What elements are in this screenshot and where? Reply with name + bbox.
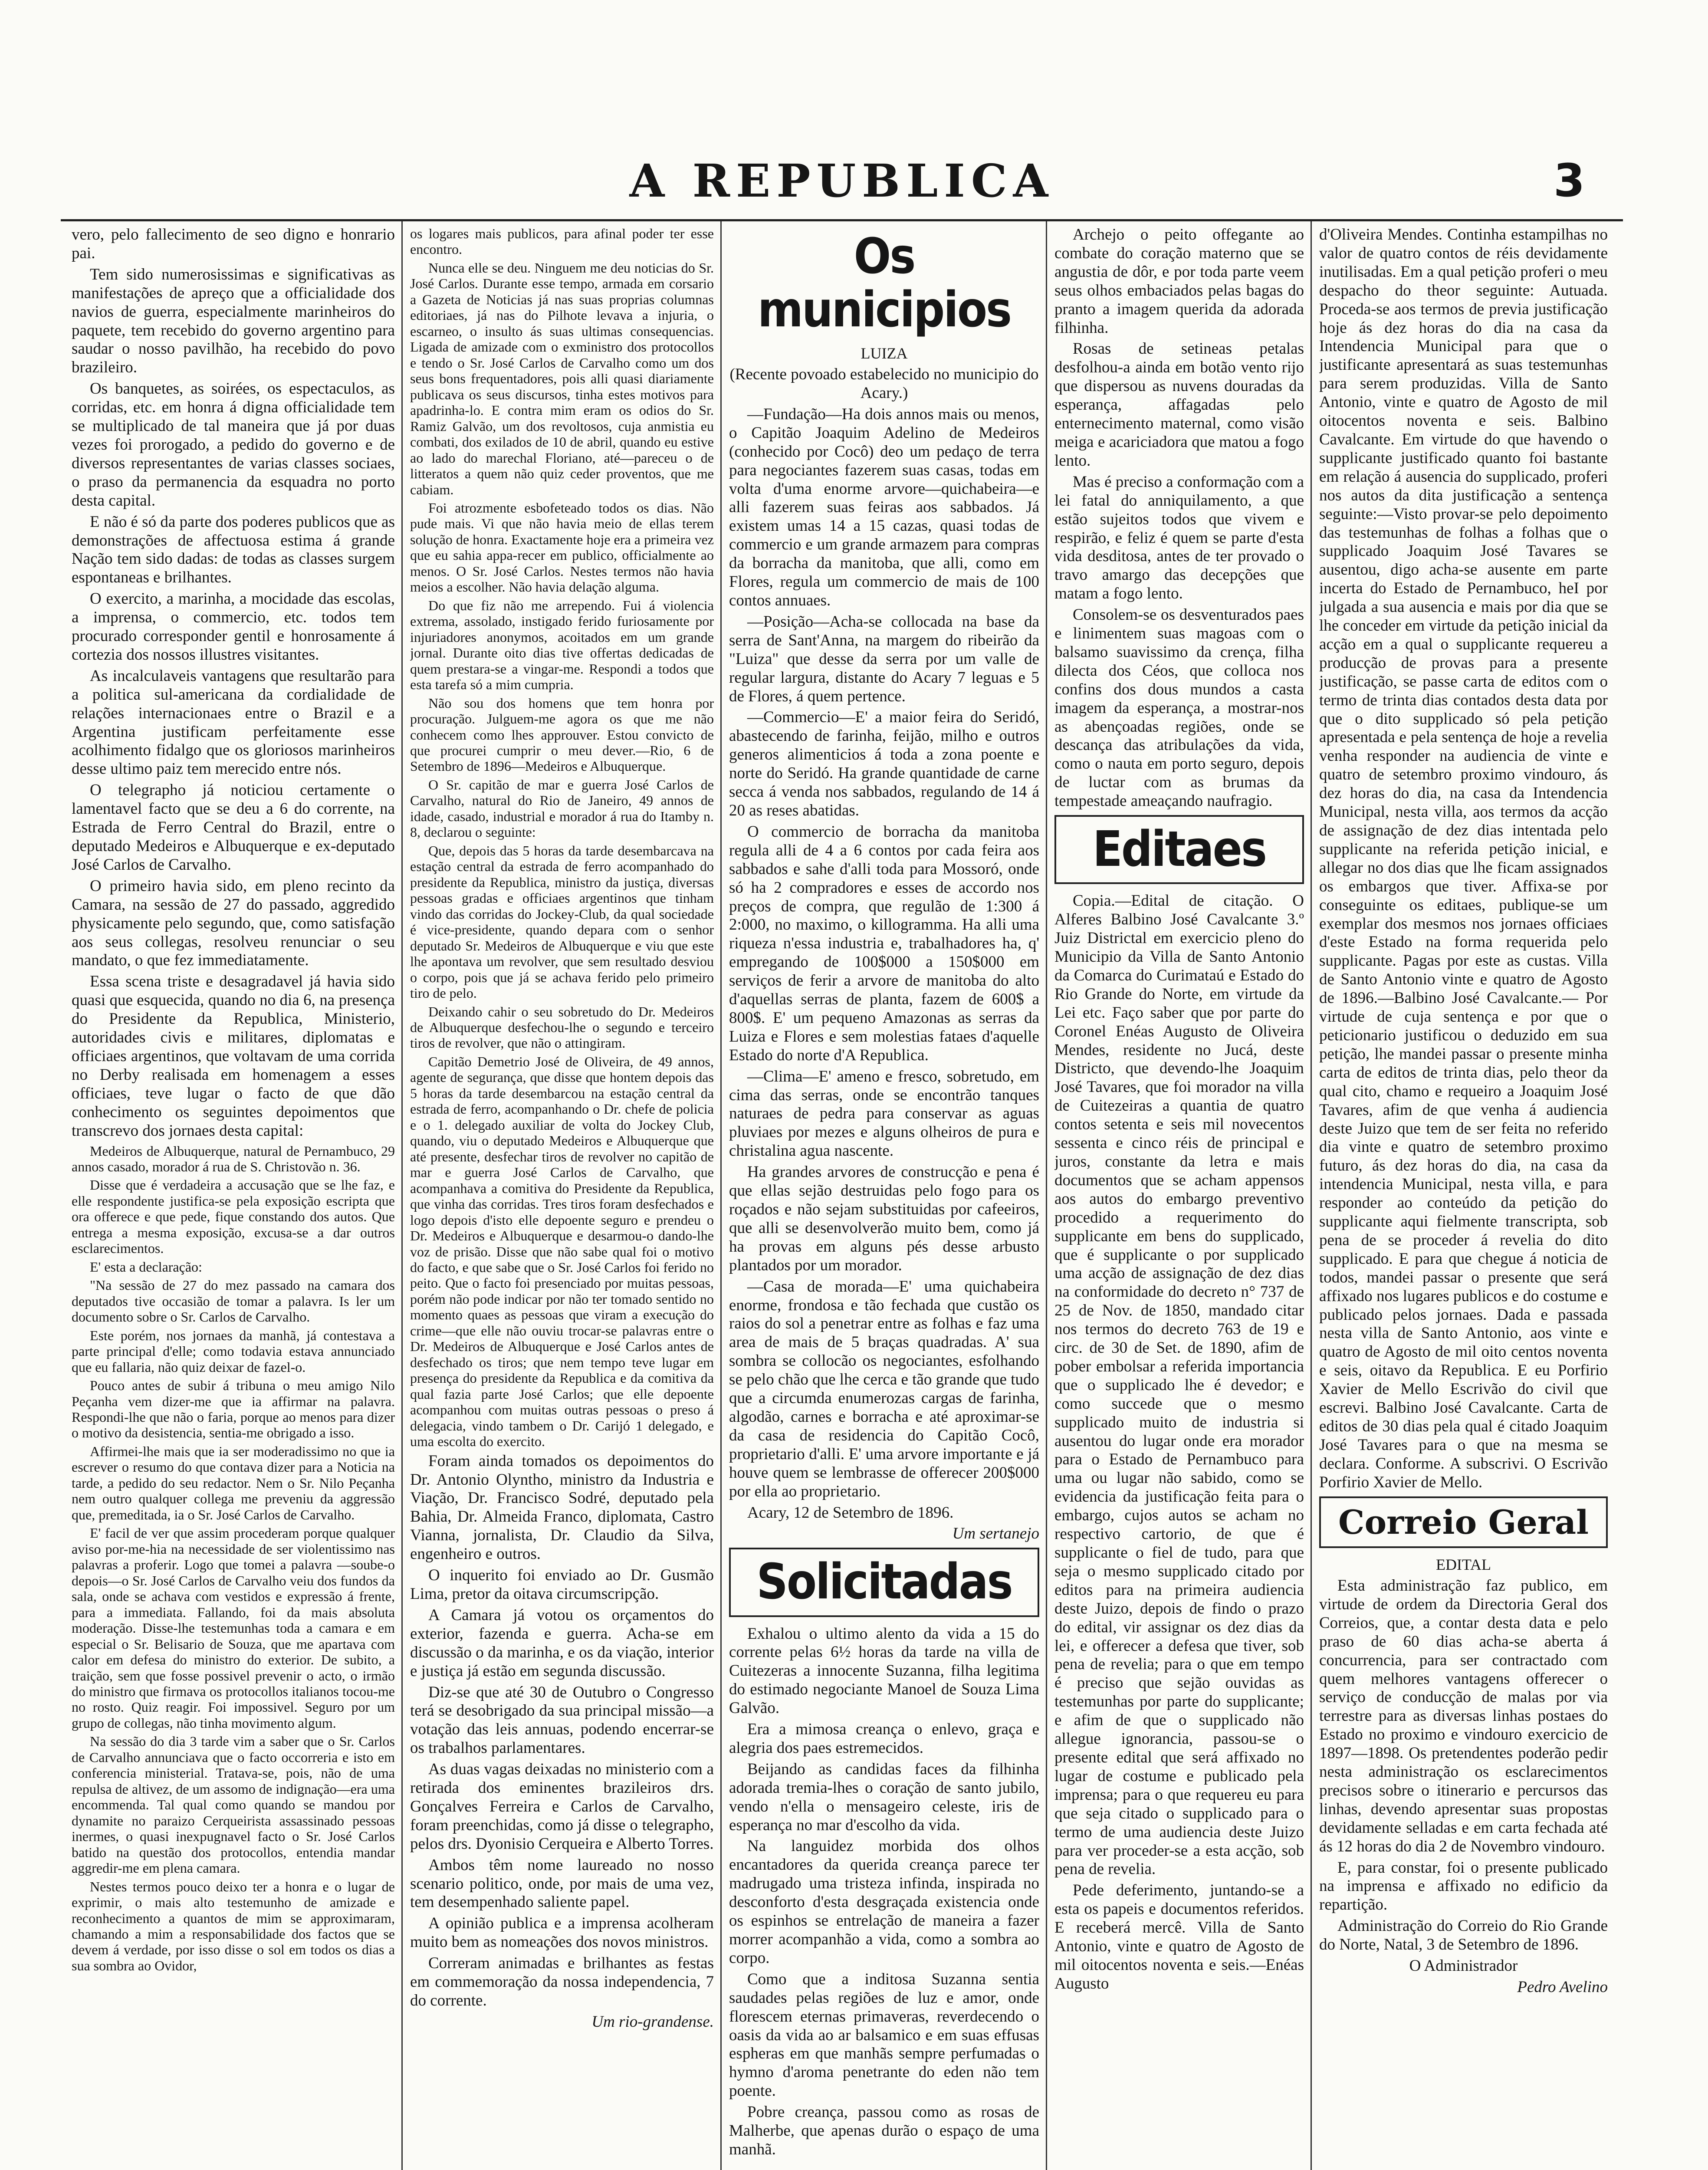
column-3 <box>729 226 1039 2170</box>
paragraph: Não sou dos homens que tem honra por procuração. Julguem-me agora os que me não conhecem como lhes approuver. Estou convicto de que procurei cumprir o meu dever.—Rio, 6 de Setembro de 1896—Medeiros e Albuquerque. <box>410 695 714 774</box>
paragraph: vero, pelo fallecimento de seo digno e honrario pai. <box>72 226 395 262</box>
signature: Um rio-grandense. <box>591 2012 714 2031</box>
paragraph: Essa scena triste e desagradavel já havia sido quasi que esquecida, quando no dia 6, na presença do Presidente da Republica, Ministerio, autoridades civis e militares, diplomatas e officiaes argentinos, que voltavam de uma corrida no Derby realisada em homenagem a esses officiaes, teve lugar o facto de que dão conhecimento os seguintes depoimentos que transcrevo dos jornaes desta capital: <box>72 973 395 1140</box>
paragraph: Beijando as candidas faces da filhinha adorada tremia-lhes o coração de santo jubilo, vendo n'ella o mensageiro celeste, iris de esperança no mar d'escolho da vida. <box>729 1760 1039 1834</box>
section-heading-solicitadas: Solicitadas <box>729 1548 1039 1617</box>
column-1 <box>72 226 395 2170</box>
paragraph: —Clima—E' ameno e fresco, sobretudo, em cima das serras, onde se encontrão tanques naturaes de pedra para conservar as aguas pluviaes por mezes e alguns olheiros de pura e christalina agua nascente. <box>729 1067 1039 1160</box>
paragraph: —Casa de morada—E' uma quichabeira enorme, frondosa e tão fechada que custão os raios do sol a penetrar entre as folhas e faz uma area de mais de 5 braças quadradas. A' sua sombra se collocão os negociantes, esfolhando se pelo chão que lhe cerca e tão grande que tudo que a circumda enumerozas cargas de farinha, algodão, carnes e borracha e até aproximar-se da casa de residencia do Capitão Cocô, proprietario d'alli. E' uma arvore importante e já houve quem se lembrasse de offerecer 200$000 por ella ao proprietario. <box>729 1277 1039 1500</box>
paragraph: O Administrador <box>1409 1957 1518 1975</box>
paragraph: Nestes termos pouco deixo ter a honra e o lugar de exprimir, o mais alto testemunho de amizade e reconhecimento a quantos de mim se approximaram, chamando a mim a responsabilidade dos factos que se devem á verdade, por isso disse o sol em todos os dias a sua sombra ao Ovidor, <box>72 1878 395 1973</box>
dateline: Acary, 12 de Setembro de 1896. <box>747 1503 954 1522</box>
paragraph: E' esta a declaração: <box>90 1259 202 1275</box>
paragraph: —Fundação—Ha dois annos mais ou menos, o Capitão Joaquim Adelino de Medeiros (conhecido por Cocô) deo um pedaço de terra para negociantes fazerem suas casas, todas em volta d'uma enorme arvore—quichabeira—e alli fazerem suas feiras aos sabbados. Já existem umas 14 a 15 cazas, quasi todas de commercio e um grande armazem para compras da borracha da manitoba, que alli, como em Flores, regula um commercio de mais de 100 contos annuaes. <box>729 405 1039 609</box>
paragraph: Era a mimosa creança o enlevo, graça e alegria dos paes estremecidos. <box>729 1720 1039 1757</box>
paragraph: Ambos têm nome laureado no nosso scenario politico, onde, por mais de uma vez, tem desempenhado saliente papel. <box>410 1856 714 1911</box>
paragraph: Do que fiz não me arrependo. Fui á violencia extrema, assolado, instigado ferido furiosamente por injuriadores anonymos, acoitados em um grande jornal. Durante oito dias tive offertas dedicadas de quem prestara-se a vingar-me. Respondi a todos que esta tarefa só a mim cumpria. <box>410 597 714 693</box>
paragraph: Foi atrozmente esbofeteado todos os dias. Não pude mais. Vi que não havia meio de ellas terem solução de honra. Exactamente hoje era a primeira vez que eu sahia appa-recer em publico, officialmente ao menos. O Sr. José Carlos. Nestes termos não havia meios a escolher. Não havia delação alguma. <box>410 500 714 595</box>
subheading: EDITAL <box>1435 1556 1491 1574</box>
paragraph: os logares mais publicos, para afinal poder ter esse encontro. <box>410 226 714 257</box>
column-4 <box>1054 226 1304 2170</box>
paragraph: Administração do Correio do Rio Grande do Norte, Natal, 3 de Setembro de 1896. <box>1319 1917 1608 1954</box>
paragraph: Na sessão do dia 3 tarde vim a saber que o Sr. Carlos de Carvalho annunciava que o facto occorreria e isto em conferencia ministerial. Tratava-se, pois, não de uma repulsa de altivez, de um assomo de indignação—era uma encommenda. Tal qual como quando se mandou por dynamite no paraizo Cerqueirista assassinado pessoas inermes, o quasi inexpugnavel facto o Sr. José Carlos batido na questão dos protocollos, entendia mandar aggredir-me em plena camara. <box>72 1733 395 1876</box>
paragraph: E' facil de ver que assim procederam porque qualquer aviso por-me-hia na necessidade de ser violentissimo nas palavras a proferir. Logo que tomei a palavra —soube-o depois—o Sr. José Carlos de Carvalho veiu dos fundos da sala, onde se achava com vestidos e expressão á frente, para a immediata. Fallando, foi da mais absoluta moderação. Disse-lhe testemunhas toda a camara e em especial o Sr. Belisario de Souza, que me apartava com calor em defesa do ministro do exterior. De subito, a traição, sem que fosse possivel prevenir o acto, o irmão do ministro que firmava os protocollos italianos tocou-me no rosto. Quiz reagir. Foi impossivel. Seguro por um grupo de collegas, não tinha movimento algum. <box>72 1525 395 1731</box>
paragraph: Correram animadas e brilhantes as festas em commemoração da nossa independencia, 7 do corrente. <box>410 1954 714 2009</box>
paragraph: Capitão Demetrio José de Oliveira, de 49 annos, agente de segurança, que disse que hontem depois das 5 horas da tarde desembarcou na estação central da estrada de ferro, acompanhando o Dr. chefe de policia e o 1. delegado auxiliar de volta do Jockey Club, quando, viu o deputado Medeiros e Albuquerque que até presente, desfechar tiros de revolver no capitão de mar e guerra José Carlos de Carvalho, que acompanhava a comitiva do Presidente da Republica, que vinha das corridas. Tres tiros foram desfechados e logo depois d'isto elle depoente seguro e prendeu o Dr. Medeiros e Albuquerque e desarmou-o dando-lhe voz de prisão. Disse que não sabe qual foi o motivo do facto, e que sabe que o Sr. José Carlos foi ferido no peito. Que o facto foi presenciado por muitas pessoas, porém não pode indicar por não ter tomado sentido no momento quaes as pessoas que viram a execução do crime—que elle não ouviu trocar-se palavras entre o Dr. Medeiros de Albuquerque e José Carlos antes de desfechado os tiros; que nem tempo teve lugar em presença do presidente da Republica e da comitiva da qual fazia parte José Carlos; que elle depoente acompanhou com muitas outras pessoas o preso á delegacia, vindo tambem o Dr. Carijó 1 delegado, e uma escolta do exercito. <box>410 1053 714 1450</box>
section-heading-municipios: Os municipios <box>757 228 1011 339</box>
signature: Um sertanejo <box>952 1525 1039 1543</box>
paragraph: Foram ainda tomados os depoimentos do Dr. Antonio Olyntho, ministro da Industria e Viação, Dr. Francisco Sodré, deputado pela Bahia, Dr. Almeida Franco, diplomata, Castro Vianna, jornalista, Dr. Claudio da Silva, engenheiro e outros. <box>410 1452 714 1563</box>
paragraph: O inquerito foi enviado ao Dr. Gusmão Lima, pretor da oitava circumscripção. <box>410 1566 714 1603</box>
paragraph: Deixando cahir o seu sobretudo do Dr. Medeiros de Albuquerque desfechou-lhe o segundo e terceiro tiros de revolver, que não o attingiram. <box>410 1003 714 1051</box>
paragraph: (Recente povoado estabelecido no municipio do Acary.) <box>729 365 1039 402</box>
subheading: LUIZA <box>861 345 908 362</box>
paragraph: Pouco antes de subir á tribuna o meu amigo Nilo Peçanha vem dizer-me que ia affirmar na palavra. Respondi-lhe que não o faria, porque ao menos para dizer o motivo da desistencia, sentia-me obrigado a isso. <box>72 1378 395 1441</box>
paragraph: Como que a inditosa Suzanna sentia saudades pelas regiões de luz e amor, onde florescem eternas primaveras, reverdecendo o oasis da vida ao ar balsamico e em suas effusas espheras em que manhãs sempre perfumadas o hymno d'aroma penetrante do eden não tem poente. <box>729 1970 1039 2100</box>
paragraph: A Camara já votou os orçamentos do exterior, fazenda e guerra. Acha-se em discussão o da marinha, e os da viação, interior e justiça já estão em segunda discussão. <box>410 1606 714 1680</box>
column-divider <box>1311 221 1312 2170</box>
paragraph: A opinião publica e a imprensa acolheram muito bem as nomeações dos novos ministros. <box>410 1914 714 1951</box>
column-divider <box>720 221 722 2170</box>
paragraph: Consolem-se os desventurados paes e linimentem suas magoas com o balsamo suavissimo da crença, filha dilecta dos Céos, que colloca nos confins dos dous mundos a casta imagem da esperança, a mostrar-nos as abençoadas regiões, onde se descança das atribulações da vida, como o nauta em porto seguro, depois de luctar com as brumas da tempestade ameaçando naufragio. <box>1054 606 1304 810</box>
paragraph: "Na sessão de 27 do mez passado na camara dos deputados tive occasião de tomar a palavra. Is ler um documento sobre o Sr. Carlos de Carvalho. <box>72 1277 395 1325</box>
section-heading-editaes: Editaes <box>1054 815 1304 884</box>
paragraph: d'Oliveira Mendes. Continha estampilhas no valor de quatro contos de réis devidamente inutilisadas. Em a qual petição proferi o meu despacho do theor seguinte: Autuada. Proceda-se aos termos de previa justificação hoje ás dez horas do dia na casa da Intendencia Municipal para que o justificante apresentará as suas testemunhas para serem produzidas. Villa de Santo Antonio, vinte e quatro de Agosto de mil oitocentos noventa e seis. Balbino Cavalcante. Em virtude do que havendo o supplicante justificado quanto foi bastante em relação á ausencia do supplicado, proferi nos autos da dita justificação a sentença seguinte:—Visto provar-se pelo depoimento das testemunhas de folhas a folhas que o supplicado Joaquim José Tavares se ausentou, digo acha-se ausente em parte incerta do Estado de Pernambuco, heI por julgada a sua ausencia e mais por dia que se lhe conceder em virtude da petição inicial da acção em a qual o supplicante requereu a producção de provas para a presente justificação, se passe carta de editos com o termo de trinta dias contados desta data por que o dito supplicado só pela petição apresentada e pela sentença de hoje a revelia venha responder na audiencia de vinte e quatro de setembro proximo vindouro, ás dez horas do dia, na casa da Intendencia Municipal, nesta villa, aos termos da acção de assignação de dez dias intentada pelo supplicante na referida petição inicial, e allegar no dos dias que lhe ficam assignados os embargos que tiver. Affixa-se por conseguinte os editaes, publique-se um exemplar dos mesmos nos jornaes officiaes d'este Estado na forma requerida pelo supplicante. Pagas por este as custas. Villa de Santo Antonio vinte e quatro de Agosto de 1896.—Balbino José Cavalcante.— Por virtude de cuja sentença e por que o peticionario justificou o deduzido em sua petição, lhe mandei passar o presente minha carta de editos de trinta dias, pelo theor da qual cito, chamo e requeiro a Joaquim José Tavares, afim de que venha á audiencia deste Juizo que tem de ser feita no referido dia vinte e quatro de setembro proximo futuro, ás dez horas do dia, na casa da intendencia Municipal, nesta villa, e para responder ao conteúdo da petição do supplicante aqui fielmente transcripta, sob pena de se proceder á revelia do dito supplicado. E para que chegue á noticia de todos, mandei passar o presente que será affixado nos lugares publicos e do costume e publicado pelos jornaes. Dada e passada nesta villa de Santo Antonio, aos vinte e quatro de Agosto de mil oito centos noventa e seis, oitavo da Republica. E eu Porfirio Xavier de Mello Escrivão do civil que escrevi. Balbino José Cavalcante. Carta de editos de 30 dias pela qual é citado Joaquim José Tavares para o que na mesma se declara. Conforme. A subscrivi. O Escrivão Porfirio Xavier de Mello. <box>1319 226 1608 1491</box>
paragraph: Pede deferimento, juntando-se a esta os papeis e documentos referidos. E receberá mercê. Villa de Santo Antonio, vinte e quatro de Agosto de mil oitocentos noventa e seis.—Enéas Augusto <box>1054 1881 1304 1992</box>
paragraph: O commercio de borracha da manitoba regula alli de 4 a 6 contos por cada feira aos sabbados e sahe d'alli toda para Mossoró, onde só ha 2 compradores e esses de accordo nos preços de compra, que regulão de 1:300 á 2:000, no maximo, o killogramma. Ha alli uma riqueza n'essa industria e, trabalhadores ha, q' empregando de 100$000 a 150$000 em serviços de ferir a arvore de manitoba do alto d'aquellas serras de planta, fazem de 600$ a 800$. E' um pequeno Amazonas as serras da Luiza e Flores e sem molestias fataes d'aquelle Estado do norte d'A Republica. <box>729 822 1039 1064</box>
masthead-rule <box>61 219 1623 221</box>
paragraph: Rosas de setineas petalas desfolhou-a ainda em botão vento rijo que dispersou as nuvens douradas da esperança, affagadas pelo enternecimento maternal, como visão meiga e acariciadora que matou a fogo lento. <box>1054 340 1304 470</box>
paragraph: O telegrapho já noticiou certamente o lamentavel facto que se deu a 6 do corrente, na Estrada de Ferro Central do Brazil, entre o deputado Medeiros e Albuquerque e ex-deputado José Carlos de Carvalho. <box>72 781 395 874</box>
paragraph: Ha grandes arvores de construcção e pena é que ellas sejão destruidas pelo fogo para os roçados e não sejam substituidas por cafeeiros, que alli se desenvolverão muito bem, como já ha provas em alguns pés desse arbusto plantados por um morador. <box>729 1163 1039 1274</box>
paragraph: Tem sido numerosissimas e significativas as manifestações de apreço que a officialidade dos navios de guerra, especialmente marinheiros do paquete, tem recebido do governo argentino para saudar o nosso pavilhão, ha recebido do povo brazileiro. <box>72 265 395 377</box>
paragraph: Este porém, nos jornaes da manhã, já contestava a parte principal d'elle; como todavia estava annunciado que eu fallaria, não quiz deixar de fazel-o. <box>72 1327 395 1375</box>
paragraph: Que, depois das 5 horas da tarde desembarcava na estação central da estrada de ferro acompanhado do presidente da Republica, ministro da justiça, diversas pessoas gradas e officiaes argentinos que tinham vindo das corridas do Jockey-Club, da qual sociedade é vice-presidente, quando depara com o senhor deputado Sr. Medeiros de Albuquerque e viu que este lhe apontava um revolver, que sem resultado desviou o corpo, pois que já se achava ferido pelo primeiro tiro de pelo. <box>410 842 714 1001</box>
column-divider <box>401 221 403 2170</box>
paragraph: Diz-se que até 30 de Outubro o Congresso terá se desobrigado da sua principal missão—a votação das leis annuas, podendo encerrar-se os trabalhos parlamentares. <box>410 1683 714 1757</box>
signature: Pedro Avelino <box>1517 1978 1608 1996</box>
paragraph: O exercito, a marinha, a mocidade das escolas, a imprensa, o commercio, etc. todos tem procurado corresponder gentil e honrosamente á cortezia dos nossos illustres visitantes. <box>72 590 395 664</box>
paragraph: O primeiro havia sido, em pleno recinto da Camara, na sessão de 27 do passado, aggredido physicamente pelo segundo, que, como satisfação aos seus collegas, resolveu renunciar o seu mandato, o que fez immediatamente. <box>72 877 395 970</box>
paragraph: Pobre creança, passou como as rosas de Malherbe, que apenas durão o espaço de uma manhã. <box>729 2103 1039 2158</box>
paragraph: Nunca elle se deu. Ninguem me deu noticias do Sr. José Carlos. Durante esse tempo, armada em corsario a Gazeta de Noticias já nas suas proprias columnas editoriaes, já nas do Pilhote levava a injuria, o escarneo, o insulto ás suas ultimas consequencias. Ligada de amizade com o exministro dos protocollos e tendo o Sr. José Carlos de Carvalho como um dos seus bons frequentadores, pois alli quasi diariamente publicava os seus discursos, tinha estes motivos para apadrinha-lo. E contra mim eram os odios do Sr. Ramiz Galvão, um dos revoltosos, cuja anmistia eu combati, dos exilados de 10 de abril, quando eu estive ao lado do marechal Floriano, até—pareceu o de litteratos a quem não quiz ceder proventos, que me cabiam. <box>410 260 714 497</box>
paragraph: E, para constar, foi o presente publicado na imprensa e affixado no edificio da repartição. <box>1319 1858 1608 1914</box>
paragraph: —Posição—Acha-se collocada na base da serra de Sant'Anna, na margem do ribeirão da "Luiza" que desse da serra por um valle de regular largura, distante do Acary 7 leguas e 5 de Flores, á quem pertence. <box>729 612 1039 705</box>
section-heading-correio-geral: Correio Geral <box>1319 1496 1608 1549</box>
paragraph: Archejo o peito offegante ao combate do coração materno que se angustia de dôr, e por toda parte veem seus olhos embaciados pelas bagas do pranto a imagem querida da adorada filhinha. <box>1054 226 1304 337</box>
page-number: 3 <box>1554 154 1585 207</box>
column-5 <box>1319 226 1608 2170</box>
paragraph: Copia.—Edital de citação. O Alferes Balbino José Cavalcante 3.º Juiz Districtal em exercicio pleno do Municipio da Villa de Santo Antonio da Comarca do Curimataú e Estado do Rio Grande do Norte, em virtude da Lei etc. Faço saber que por parte do Coronel Enéas Augusto de Oliveira Mendes, residente no Jucá, deste Districto, que devendo-lhe Joaquim José Tavares, que foi morador na villa de Cuitezeiras a quantia de quatro contos setenta e seis mil novecentos sessenta e cinco réis de principal e juros, constante da letra e mais documentos que se acham appensos aos autos do embargo preventivo procedido a requerimento do supplicante em bens do supplicado, que é supplicante o por supplicado uma acção de assignação de dez dias na conformidade do decreto n° 737 de 25 de Nov. de 1850, mandado citar nos termos do decreto 763 de 19 e circ. de 30 de Set. de 1890, afim de pober embolsar a referida importancia que o supplicado lhe é devedor; e como succede que o mesmo supplicado muito de industria si ausentou do lugar onde era morador para o Estado de Pernambuco para uma ou lugar não sabido, como se evidencia da justificação feita para o embargo, cujos autos se acham no respectivo cartorio, de que é supplicante o fiel de tudo, para que seja o mesmo supplicado citado por editos para na primeira audiencia deste Juizo, depois de findo o prazo do edital, vir assignar os dez dias da lei, e offerecer a defesa que tiver, sob pena de revelia; para o que em tempo é preciso que sejão ouvidas as testemunhas por parte do supplicante; e afim de que o supplicado não allegue ignorancia, passou-se o presente edital que será affixado no lugar de costume e publicado pela imprensa; para o que requereu eu para que seja citado o supplicado para o termo de uma audiencia deste Juizo para ver proceder-se a esta acção, sob pena de revelia. <box>1054 892 1304 1878</box>
paragraph: Exhalou o ultimo alento da vida a 15 do corrente pelas 6½ horas da tarde na villa de Cuitezeras a innocente Suzanna, filha legitima do estimado negociante Manoel de Souza Lima Galvão. <box>729 1624 1039 1717</box>
paragraph: Esta administração faz publico, em virtude de ordem da Directoria Geral dos Correios, que, a contar desta data e pelo praso de 60 dias acha-se aberta á concurrencia, para ser contractado com quem melhores vantagens offerecer o serviço de conducção de malas por via terrestre para as diversas linhas postaes do Estado no proximo e vindouro exercicio de 1897—1898. Os pretendentes poderão pedir nesta administração os esclarecimentos precisos sobre o itinerario e percursos das linhas, devendo apresentar suas propostas devidamente selladas e em carta fechada até ás 12 horas do dia 2 de Novembro vindouro. <box>1319 1576 1608 1855</box>
paragraph: Os banquetes, as soirées, os espectaculos, as corridas, etc. em honra á digna officialidade tem se multiplicado de tal maneira que já por duas vezes foi prorogado, a pedido do governo e de diversos representantes de varias classes sociaes, o praso da permanencia da esquadra no porto desta capital. <box>72 380 395 510</box>
masthead-title: A REPUBLICA <box>629 154 1054 207</box>
paragraph: E não é só da parte dos poderes publicos que as demonstrações de affectuosa estima á grande Nação tem sido dadas: de todas as classes surgem espontaneas e brilhantes. <box>72 513 395 587</box>
paragraph: Na languidez morbida dos olhos encantadores da querida creança parece ter madrugado uma tristeza infinda, inspirada no desconforto d'esta desgraçada existencia onde os espinhos se entrelação de maneira a fazer morrer acompanhão a vida, como a sombra ao corpo. <box>729 1837 1039 1967</box>
column-2 <box>410 226 714 2170</box>
paragraph: Medeiros de Albuquerque, natural de Pernambuco, 29 annos casado, morador á rua de S. Christovão n. 36. <box>72 1143 395 1174</box>
paragraph: —Commercio—E' a maior feira do Seridó, abastecendo de farinha, feijão, milho e outros generos alimenticios á toda a zona poente e norte do Seridó. Ha grande quantidade de carne secca á venda nos sabbados, regulando de 14 á 20 as reses abatidas. <box>729 708 1039 819</box>
paragraph: Mas é preciso a conformação com a lei fatal do anniquilamento, a que estão sujeitos todos que vivem e respirão, e feliz é quem se parte d'esta vida desditosa, antes de ter provado o travo amargo das decepções que matam a fogo lento. <box>1054 473 1304 603</box>
paragraph: As incalculaveis vantagens que resultarão para a politica sul-americana da cordialidade de relações internacionaes entre o Brazil e a Argentina justificam perfeitamente esse acolhimento fidalgo que os gloriosos marinheiros desse ultimo paiz tem merecido entre nós. <box>72 667 395 778</box>
column-divider <box>1046 221 1047 2170</box>
paragraph: Affirmei-lhe mais que ia ser moderadissimo no que ia escrever o resumo do que contava dizer para a Noticia na tarde, a pedido do seu redactor. Nem o Sr. Nilo Peçanha nem outro qualquer collega me preveniu da aggressão que, premeditada, ia o Sr. José Carlos de Carvalho. <box>72 1443 395 1522</box>
paragraph: Disse que é verdadeira a accusação que se lhe faz, e elle respondente justifica-se pela exposição escripta que ora offerece e que pede, fique constando dos autos. Que entrega a mesma exposição, excusa-se a dar outros esclarecimentos. <box>72 1177 395 1256</box>
paragraph: As duas vagas deixadas no ministerio com a retirada dos eminentes brazileiros drs. Gonçalves Ferreira e Carlos de Carvalho, foram preenchidas, como já disse o telegrapho, pelos drs. Dyonisio Cerqueira e Alberto Torres. <box>410 1760 714 1853</box>
paragraph: O Sr. capitão de mar e guerra José Carlos de Carvalho, natural do Rio de Janeiro, 49 annos de idade, casado, industrial e morador á rua do Itamby n. 8, declarou o seguinte: <box>410 776 714 840</box>
